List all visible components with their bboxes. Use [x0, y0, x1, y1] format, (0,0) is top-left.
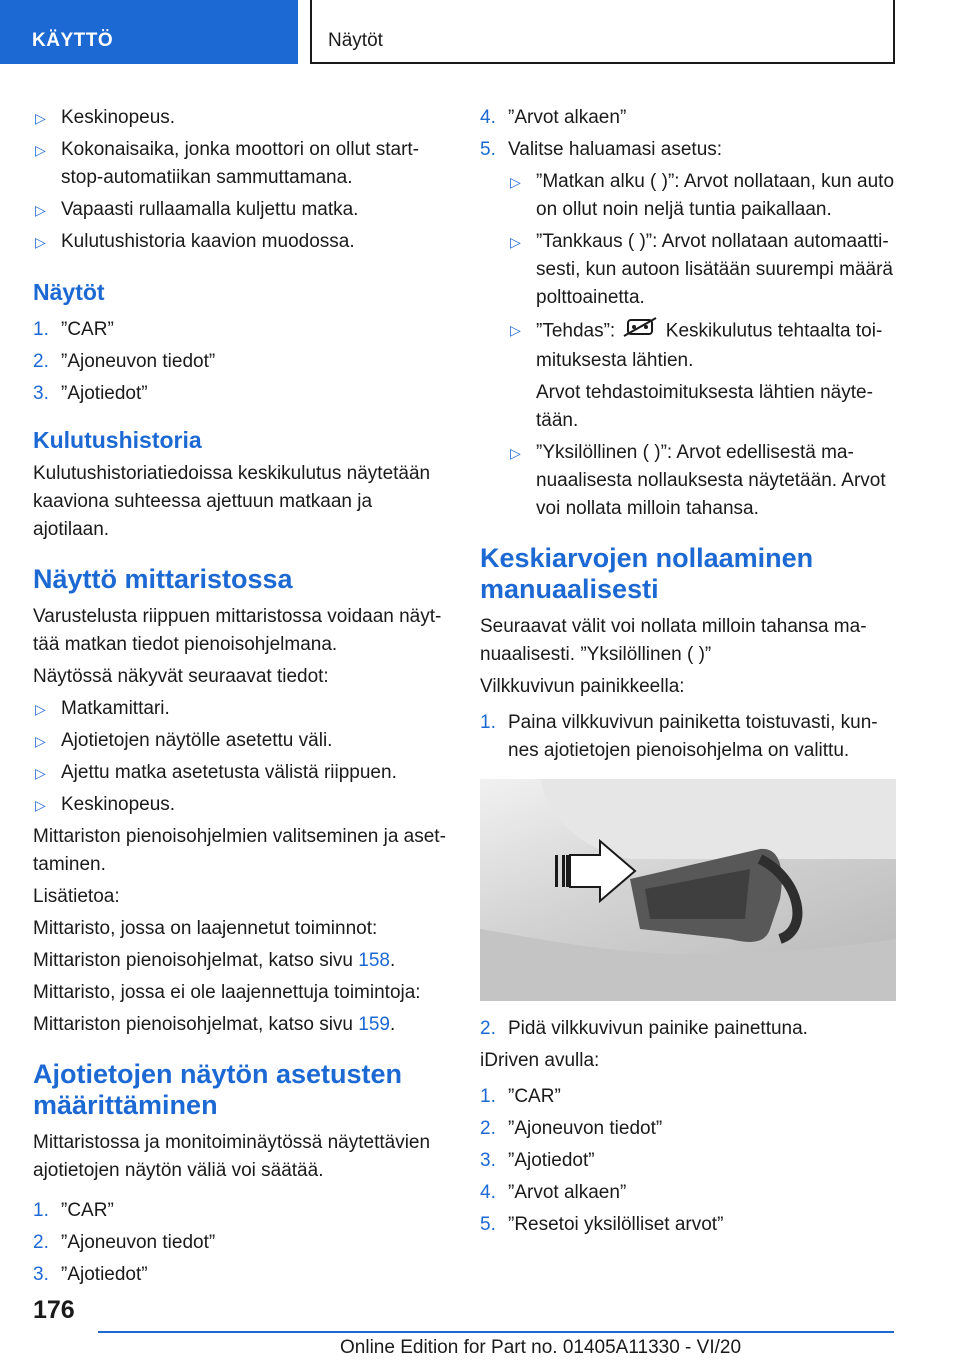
- right-column: [480, 104, 898, 1243]
- list-item: ▷ Kokonaisaika, jonka moottori on ollut start-stop-automatiikan sammuttamana.: [33, 136, 453, 192]
- paragraph: Mittariston pienoisohjelmien valitseminen ja aset-taminen.: [33, 826, 446, 875]
- paragraph: Kulutushistoriatiedoissa keskikulutus näytetään kaaviona suhteessa ajettuun matkaan ja ajotilaan.: [33, 463, 431, 540]
- paragraph: Mittariston pienoisohjelmat, katso sivu 159.: [33, 1014, 396, 1035]
- heading-naytot: Näytöt: [33, 279, 105, 305]
- paragraph: Mittaristo, jossa ei ole laajennettuja toimintoja:: [33, 982, 421, 1003]
- paragraph: Varustelusta riippuen mittaristossa voidaan näyt-tää matkan tiedot pienoisohjelmana.: [33, 606, 442, 655]
- step-item: 2. ”Ajoneuvon tiedot”: [480, 1118, 663, 1139]
- paragraph: Seuraavat välit voi nollata milloin tahansa ma-nuaalisesti. ”Yksilöllinen ( )”: [480, 616, 867, 665]
- step-item: 1. ”CAR”: [33, 319, 114, 340]
- list-item: ▷ Ajotietojen näytölle asetettu väli.: [33, 727, 453, 755]
- step-item: 2. ”Ajoneuvon tiedot”: [33, 1232, 216, 1253]
- step-item: 5. ”Resetoi yksilölliset arvot”: [480, 1214, 724, 1235]
- list-item: ▷ ”Matkan alku ( )”: Arvot nollataan, kun auto on ollut noin neljä tuntia paikallaan.: [508, 168, 898, 224]
- triangle-right-icon: ▷: [35, 202, 46, 218]
- paragraph: Arvot tehdastoimituksesta lähtien näyte-tään.: [536, 382, 873, 431]
- triangle-right-icon: ▷: [35, 765, 46, 781]
- list-item: ▷ Matkamittari.: [33, 695, 453, 723]
- step-item: 2. Pidä vilkkuvivun painike painettuna.: [480, 1018, 808, 1039]
- list-item: ▷ Keskinopeus.: [33, 791, 453, 819]
- page-link-158[interactable]: 158: [358, 950, 390, 971]
- triangle-right-icon: ▷: [510, 445, 521, 461]
- step-item: 5. Valitse haluamasi asetus:: [480, 139, 723, 160]
- edition-text: Online Edition for Part no. 01405A11330 - VI/20: [340, 1337, 742, 1358]
- list-item: ▷ ”Tehdas”: Keskikulutus tehtaalta toi-mituksesta lähtien. Arvot tehdastoimituksesta lähtien näyte-tään.: [508, 316, 898, 435]
- section-tab: KÄYTTÖ: [0, 0, 298, 64]
- paragraph: Lisätietoa:: [33, 886, 120, 907]
- heading-mittaristo: Näyttö mittaristossa: [33, 564, 293, 594]
- step-item: 1. Paina vilkkuvivun painiketta toistuvasti, kun-nes ajotietojen pienoisohjelma on valittu.: [480, 712, 878, 761]
- triangle-right-icon: ▷: [35, 110, 46, 126]
- triangle-right-icon: ▷: [35, 797, 46, 813]
- triangle-right-icon: ▷: [510, 174, 521, 190]
- paragraph: Näytössä näkyvät seuraavat tiedot:: [33, 666, 329, 687]
- paragraph: Mittaristo, jossa on laajennetut toiminnot:: [33, 918, 378, 939]
- footer-divider: [98, 1331, 894, 1333]
- list-item: ▷ Vapaasti rullaamalla kuljettu matka.: [33, 196, 453, 224]
- page-link-159[interactable]: 159: [358, 1014, 390, 1035]
- step-item: 1. ”CAR”: [480, 1086, 561, 1107]
- step-item: 4. ”Arvot alkaen”: [480, 1182, 627, 1203]
- step-item: 1. ”CAR”: [33, 1200, 114, 1221]
- page-title: Näytöt: [310, 0, 895, 64]
- step-item: 3. ”Ajotiedot”: [480, 1150, 595, 1171]
- heading-nollaaminen: Keskiarvojen nollaaminen manuaalisesti: [480, 543, 814, 604]
- paragraph: iDriven avulla:: [480, 1050, 600, 1071]
- list-item: ▷ Keskinopeus.: [33, 104, 453, 132]
- list-item: ▷ Ajettu matka asetetusta välistä riippuen.: [33, 759, 453, 787]
- triangle-right-icon: ▷: [35, 701, 46, 717]
- triangle-right-icon: ▷: [35, 142, 46, 158]
- paragraph: Vilkkuvivun painikkeella:: [480, 676, 685, 697]
- turn-signal-lever-photo: [480, 779, 896, 1001]
- triangle-right-icon: ▷: [35, 733, 46, 749]
- list-item: ▷ ”Yksilöllinen ( )”: Arvot edellisestä ma-nuaalisesta nollauksesta näytetään. Arvot voi nollata milloin tahansa.: [508, 439, 898, 523]
- lever-illustration: [480, 779, 896, 1001]
- heading-asetukset: Ajotietojen näytön asetusten määrittäminen: [33, 1059, 403, 1120]
- step-item: 3. ”Ajotiedot”: [33, 1264, 148, 1285]
- heading-kulutushistoria: Kulutushistoria: [33, 427, 202, 453]
- factory-reset-icon: [620, 316, 660, 347]
- triangle-right-icon: ▷: [510, 322, 521, 338]
- triangle-right-icon: ▷: [35, 234, 46, 250]
- step-item: 2. ”Ajoneuvon tiedot”: [33, 351, 216, 372]
- step-item: 4. ”Arvot alkaen”: [480, 107, 627, 128]
- triangle-right-icon: ▷: [510, 234, 521, 250]
- paragraph: Mittariston pienoisohjelmat, katso sivu 158.: [33, 950, 396, 971]
- list-item: ▷ ”Tankkaus ( )”: Arvot nollataan automaatti-sesti, kun autoon lisätään suurempi määrä polttoainetta.: [508, 228, 898, 312]
- left-column: [33, 104, 453, 1293]
- paragraph: Mittaristossa ja monitoiminäytössä näytettävien ajotietojen näytön väliä voi säätää.: [33, 1132, 431, 1181]
- page-number: 176: [33, 1296, 75, 1324]
- list-item: ▷ Kulutushistoria kaavion muodossa.: [33, 228, 453, 256]
- step-item: 3. ”Ajotiedot”: [33, 383, 148, 404]
